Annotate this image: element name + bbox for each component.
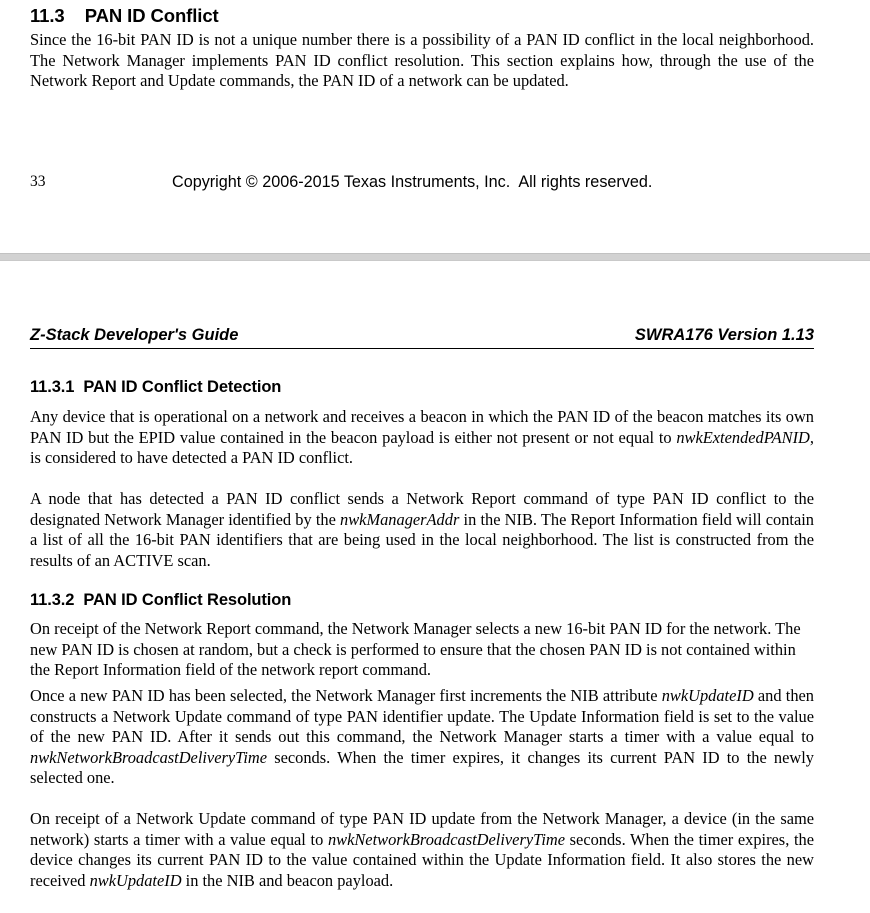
heading-11-3: 11.3 PAN ID Conflict [30, 5, 219, 26]
term-nwk-network-broadcast-delivery-time: nwkNetworkBroadcastDeliveryTime [30, 747, 268, 767]
paragraph-conflict-detection-1 [30, 407, 814, 469]
page-separator-band [0, 253, 870, 261]
paragraph-conflict-resolution-3 [30, 809, 814, 891]
text-run: in the NIB. The Report Information field will contain a list of all the 16-bit PAN identifiers that are being used in the local neighborhood. The list is constructed from the results of an ACTIVE scan. [30, 509, 814, 570]
term-nwk-network-broadcast-delivery-time: nwkNetworkBroadcastDeliveryTime [327, 829, 565, 849]
term-nwk-update-id: nwkUpdateID [89, 870, 182, 890]
running-header-title: Z-Stack Developer's Guide [30, 326, 239, 344]
text-run: , is considered to have detected a PAN ID conflict. [30, 427, 814, 467]
text-run: Once a new PAN ID has been selected, the Network Manager first increments the NIB attribute [30, 686, 662, 705]
document-page-2 [0, 262, 870, 913]
running-header-doc-id: SWRA176 Version 1.13 [634, 326, 814, 344]
term-nwk-update-id: nwkUpdateID [661, 686, 754, 705]
term-nwk-manager-addr: nwkManagerAddr [340, 509, 460, 529]
page-footer [30, 172, 814, 194]
document-page-1 [0, 0, 870, 251]
term-nwk-extended-panid: nwkExtendedPANID [676, 427, 810, 447]
paragraph-conflict-resolution-1: On receipt of the Network Report command, the Network Manager selects a new 16-bit PAN ID for the network. The new PAN ID is chosen at random, but a check is performed to ensure that the chosen PAN ID is not contained within the Report Information field of the network report command. [30, 619, 801, 679]
paragraph-conflict-resolution-2 [30, 686, 814, 789]
text-run: in the NIB and beacon payload. [181, 870, 394, 890]
heading-11-3-2: 11.3.2 PAN ID Conflict Resolution [30, 591, 292, 609]
copyright-notice: Copyright © 2006-2015 Texas Instruments, Inc. All rights reserved. [172, 173, 653, 191]
heading-11-3-1: 11.3.1 PAN ID Conflict Detection [30, 378, 282, 396]
paragraph-conflict-detection-2 [30, 489, 814, 571]
text-run: A node that has detected a PAN ID conflict sends a Network Report command of type PAN ID conflict to the designated Network Manager identified by the [30, 489, 814, 529]
text-run: Any device that is operational on a network and receives a beacon in which the PAN ID of the beacon matches its own PAN ID but the EPID value contained in the beacon payload is either not present or not equal to [30, 407, 814, 447]
text-run: On receipt of a Network Update command of type PAN ID update from the Network Manager, a device (in the same network) starts a timer with a value equal to [30, 809, 814, 849]
page-number: 33 [30, 173, 46, 190]
text-run: and then constructs a Network Update command of type PAN identifier update. The Update Information field is set to the value of the new PAN ID. After it sends out this command, the Network Manager starts a timer with a value equal to [30, 686, 814, 746]
text-run: seconds. When the timer expires, it changes its current PAN ID to the newly selected one. [30, 747, 814, 787]
paragraph-pan-id-conflict-intro: Since the 16-bit PAN ID is not a unique number there is a possibility of a PAN ID conflict in the local neighborhood. The Network Manager implements PAN ID conflict resolution. This section explains how, through the use of the Network Report and Update commands, the PAN ID of a network can be updated. [30, 30, 814, 90]
text-run: seconds. When the timer expires, the device changes its current PAN ID to the value contained within the Update Information field. It also stores the new received [30, 829, 814, 890]
running-header [30, 324, 814, 349]
page-separator [0, 251, 870, 262]
